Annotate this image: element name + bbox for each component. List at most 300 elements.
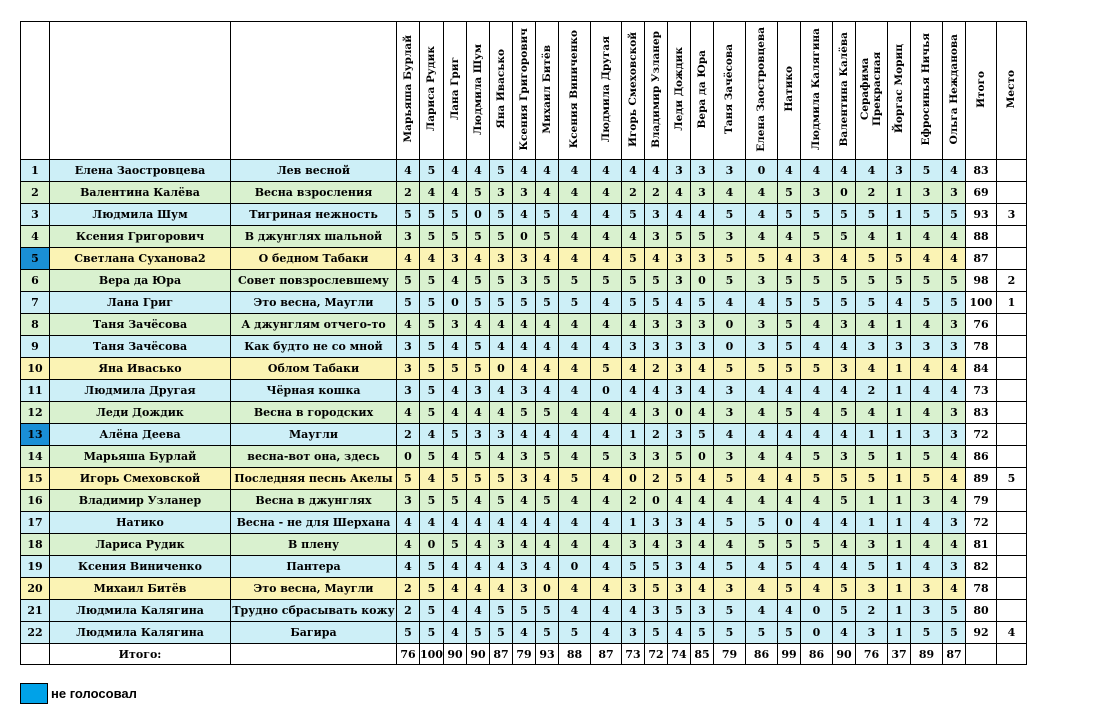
score-cell: 5 — [489, 270, 512, 292]
totals-blank — [21, 644, 50, 665]
row-total: 78 — [965, 578, 996, 600]
score-cell: 5 — [420, 292, 444, 314]
row-author: Светлана Суханова2 — [50, 248, 231, 270]
row-total: 86 — [965, 446, 996, 468]
score-cell: 1 — [887, 182, 910, 204]
score-cell: 3 — [855, 336, 887, 358]
score-cell: 3 — [512, 556, 535, 578]
score-cell: 4 — [443, 402, 466, 424]
row-total: 89 — [965, 468, 996, 490]
jury-name: Серафима Прекрасная — [859, 51, 884, 127]
score-cell: 5 — [832, 270, 855, 292]
score-cell: 3 — [690, 314, 713, 336]
score-cell: 5 — [558, 270, 590, 292]
header-jury-19 — [887, 22, 910, 160]
jury-name: Леди Дождик — [672, 47, 685, 131]
score-cell: 4 — [558, 578, 590, 600]
score-cell: 5 — [745, 248, 777, 270]
score-cell: 4 — [690, 380, 713, 402]
score-cell: 3 — [397, 226, 420, 248]
jury-total-cell: 87 — [489, 644, 512, 665]
score-cell: 0 — [777, 512, 800, 534]
score-cell: 4 — [512, 160, 535, 182]
score-cell: 4 — [777, 446, 800, 468]
row-place — [996, 512, 1026, 534]
score-cell: 4 — [910, 534, 942, 556]
score-cell: 3 — [667, 578, 690, 600]
score-cell: 5 — [590, 446, 621, 468]
score-cell: 4 — [397, 248, 420, 270]
row-number: 18 — [21, 534, 50, 556]
score-cell: 5 — [420, 556, 444, 578]
score-cell: 4 — [443, 512, 466, 534]
score-cell: 4 — [745, 600, 777, 622]
score-cell: 5 — [443, 424, 466, 446]
score-cell: 5 — [777, 534, 800, 556]
jury-total-cell: 100 — [420, 644, 444, 665]
row-total: 88 — [965, 226, 996, 248]
score-cell: 4 — [942, 534, 965, 556]
score-cell: 5 — [855, 248, 887, 270]
score-cell: 5 — [713, 270, 745, 292]
score-cell: 4 — [397, 402, 420, 424]
score-cell: 3 — [690, 160, 713, 182]
score-cell: 0 — [443, 292, 466, 314]
row-place — [996, 248, 1026, 270]
score-cell: 5 — [535, 270, 558, 292]
jury-total-cell: 79 — [512, 644, 535, 665]
legend — [20, 683, 137, 704]
jury-name: Валентина Калёва — [837, 31, 850, 147]
score-cell: 3 — [644, 512, 667, 534]
score-cell: 1 — [887, 446, 910, 468]
score-cell: 5 — [466, 358, 489, 380]
header-total — [965, 22, 996, 160]
score-cell: 5 — [910, 160, 942, 182]
jury-name: Людмила Шум — [471, 43, 484, 135]
jury-name: Ольга Нежданова — [947, 33, 960, 145]
jury-total-cell: 76 — [855, 644, 887, 665]
score-cell: 4 — [397, 314, 420, 336]
header-jury-1 — [420, 22, 444, 160]
score-cell: 4 — [855, 358, 887, 380]
row-number: 22 — [21, 622, 50, 644]
score-cell: 4 — [489, 578, 512, 600]
score-cell: 4 — [690, 468, 713, 490]
score-cell: 1 — [887, 490, 910, 512]
score-cell: 3 — [745, 336, 777, 358]
score-cell: 3 — [621, 446, 644, 468]
header-jury-13 — [713, 22, 745, 160]
row-total: 87 — [965, 248, 996, 270]
score-cell: 2 — [397, 600, 420, 622]
score-cell: 4 — [667, 182, 690, 204]
score-cell: 4 — [910, 226, 942, 248]
score-cell: 4 — [443, 160, 466, 182]
score-cell: 2 — [621, 490, 644, 512]
score-cell: 5 — [420, 490, 444, 512]
score-cell: 3 — [832, 314, 855, 336]
totals-blank — [231, 644, 397, 665]
score-cell: 4 — [558, 534, 590, 556]
jury-name: Ксения Григорович — [517, 27, 530, 151]
score-cell: 4 — [558, 182, 590, 204]
score-cell: 3 — [713, 578, 745, 600]
score-cell: 3 — [942, 336, 965, 358]
table-row — [21, 358, 1027, 380]
row-title: Как будто не со мной — [231, 336, 397, 358]
score-cell: 4 — [535, 380, 558, 402]
score-cell: 5 — [590, 270, 621, 292]
score-cell: 3 — [667, 380, 690, 402]
score-cell: 5 — [745, 534, 777, 556]
row-place — [996, 534, 1026, 556]
score-cell: 5 — [777, 556, 800, 578]
score-cell: 3 — [667, 270, 690, 292]
score-cell: 5 — [667, 226, 690, 248]
score-cell: 5 — [800, 468, 832, 490]
header-place-label: Место — [1005, 69, 1018, 109]
row-total: 73 — [965, 380, 996, 402]
score-cell: 3 — [466, 424, 489, 446]
score-cell: 5 — [713, 512, 745, 534]
score-cell: 5 — [443, 358, 466, 380]
score-cell: 4 — [800, 160, 832, 182]
jury-total-cell: 88 — [558, 644, 590, 665]
score-cell: 4 — [512, 490, 535, 512]
score-cell: 3 — [644, 226, 667, 248]
score-cell: 4 — [443, 380, 466, 402]
score-cell: 5 — [713, 556, 745, 578]
table-row — [21, 512, 1027, 534]
header-total-label: Итого — [974, 70, 987, 108]
score-cell: 3 — [443, 248, 466, 270]
score-cell: 3 — [397, 380, 420, 402]
row-author: Ксения Виниченко — [50, 556, 231, 578]
score-cell: 4 — [621, 600, 644, 622]
score-cell: 4 — [489, 446, 512, 468]
jury-name: Вера да Юра — [695, 49, 708, 129]
score-cell: 3 — [910, 600, 942, 622]
score-cell: 5 — [910, 204, 942, 226]
score-cell: 4 — [397, 534, 420, 556]
row-author: Игорь Смеховской — [50, 468, 231, 490]
score-cell: 5 — [910, 446, 942, 468]
score-cell: 1 — [887, 204, 910, 226]
score-cell: 4 — [558, 402, 590, 424]
row-total: 100 — [965, 292, 996, 314]
score-cell: 5 — [420, 622, 444, 644]
row-author: Людмила Шум — [50, 204, 231, 226]
score-cell: 5 — [558, 622, 590, 644]
score-cell: 3 — [910, 182, 942, 204]
row-title: Весна - не для Шерхана — [231, 512, 397, 534]
row-title: Это весна, Маугли — [231, 292, 397, 314]
row-title: Это весна, Маугли — [231, 578, 397, 600]
score-cell: 4 — [942, 380, 965, 402]
score-cell: 3 — [910, 490, 942, 512]
jury-total-cell: 89 — [910, 644, 942, 665]
score-cell: 3 — [832, 358, 855, 380]
score-cell: 5 — [800, 226, 832, 248]
score-cell: 5 — [535, 402, 558, 424]
score-cell: 5 — [713, 600, 745, 622]
score-cell: 4 — [443, 336, 466, 358]
score-cell: 3 — [644, 446, 667, 468]
score-cell: 4 — [590, 314, 621, 336]
score-cell: 2 — [397, 424, 420, 446]
row-place: 5 — [996, 468, 1026, 490]
score-cell: 5 — [855, 204, 887, 226]
score-cell: 4 — [832, 424, 855, 446]
score-cell: 4 — [777, 600, 800, 622]
score-cell: 4 — [777, 380, 800, 402]
row-title: Маугли — [231, 424, 397, 446]
row-author: Таня Зачёсова — [50, 314, 231, 336]
score-cell: 3 — [667, 248, 690, 270]
row-author: Валентина Калёва — [50, 182, 231, 204]
score-cell: 0 — [535, 578, 558, 600]
row-total: 92 — [965, 622, 996, 644]
score-cell: 4 — [855, 226, 887, 248]
score-cell: 4 — [489, 402, 512, 424]
row-author: Алёна Деева — [50, 424, 231, 446]
jury-total-cell: 79 — [713, 644, 745, 665]
score-cell: 4 — [800, 314, 832, 336]
jury-total-cell: 86 — [800, 644, 832, 665]
score-cell: 4 — [667, 490, 690, 512]
score-cell: 4 — [800, 556, 832, 578]
score-cell: 1 — [855, 424, 887, 446]
score-cell: 5 — [910, 468, 942, 490]
score-cell: 4 — [745, 490, 777, 512]
score-cell: 3 — [489, 182, 512, 204]
row-number: 2 — [21, 182, 50, 204]
score-cell: 4 — [590, 204, 621, 226]
row-number: 17 — [21, 512, 50, 534]
score-cell: 4 — [832, 336, 855, 358]
score-cell: 5 — [777, 182, 800, 204]
score-cell: 3 — [800, 248, 832, 270]
score-cell: 5 — [777, 336, 800, 358]
score-cell: 3 — [942, 402, 965, 424]
row-author: Яна Ивасько — [50, 358, 231, 380]
score-cell: 2 — [855, 380, 887, 402]
score-cell: 5 — [800, 446, 832, 468]
score-cell: 5 — [535, 600, 558, 622]
row-title: Багира — [231, 622, 397, 644]
score-cell: 3 — [713, 402, 745, 424]
score-cell: 5 — [887, 270, 910, 292]
score-cell: 3 — [745, 314, 777, 336]
score-cell: 4 — [443, 182, 466, 204]
jury-name: Людмила Другая — [599, 35, 612, 143]
score-cell: 3 — [489, 248, 512, 270]
score-cell: 4 — [942, 226, 965, 248]
score-cell: 4 — [420, 424, 444, 446]
score-cell: 4 — [535, 512, 558, 534]
score-cell: 4 — [512, 622, 535, 644]
jury-name: Яна Ивасько — [494, 49, 507, 129]
score-cell: 4 — [832, 512, 855, 534]
score-cell: 4 — [832, 160, 855, 182]
header-place — [996, 22, 1026, 160]
score-cell: 3 — [466, 380, 489, 402]
score-cell: 4 — [910, 556, 942, 578]
score-cell: 4 — [443, 578, 466, 600]
score-cell: 1 — [621, 424, 644, 446]
row-number: 14 — [21, 446, 50, 468]
score-cell: 5 — [910, 622, 942, 644]
row-title: В плену — [231, 534, 397, 556]
score-cell: 5 — [489, 622, 512, 644]
score-cell: 5 — [855, 556, 887, 578]
row-number: 4 — [21, 226, 50, 248]
jury-name: Лана Григ — [448, 57, 461, 121]
table-row — [21, 578, 1027, 600]
table-row — [21, 534, 1027, 556]
jury-total-cell: 85 — [690, 644, 713, 665]
score-cell: 4 — [667, 292, 690, 314]
table-row — [21, 270, 1027, 292]
score-cell: 5 — [621, 248, 644, 270]
score-cell: 5 — [777, 622, 800, 644]
score-cell: 2 — [855, 182, 887, 204]
score-cell: 5 — [832, 226, 855, 248]
score-cell: 5 — [690, 622, 713, 644]
score-cell: 4 — [777, 490, 800, 512]
score-cell: 5 — [910, 292, 942, 314]
legend-swatch — [20, 683, 48, 704]
score-cell: 1 — [887, 600, 910, 622]
score-cell: 4 — [489, 556, 512, 578]
score-cell: 4 — [777, 248, 800, 270]
score-cell: 4 — [590, 512, 621, 534]
score-cell: 4 — [558, 314, 590, 336]
table-row — [21, 248, 1027, 270]
score-cell: 4 — [535, 556, 558, 578]
score-cell: 4 — [832, 534, 855, 556]
score-cell: 5 — [443, 226, 466, 248]
score-cell: 5 — [942, 292, 965, 314]
score-cell: 4 — [942, 490, 965, 512]
score-cell: 1 — [887, 622, 910, 644]
score-cell: 3 — [832, 446, 855, 468]
row-total: 72 — [965, 424, 996, 446]
score-cell: 5 — [466, 468, 489, 490]
score-cell: 5 — [420, 270, 444, 292]
score-cell: 5 — [832, 292, 855, 314]
score-cell: 4 — [644, 248, 667, 270]
header-jury-12 — [690, 22, 713, 160]
score-cell: 1 — [887, 424, 910, 446]
score-cell: 4 — [590, 182, 621, 204]
score-cell: 4 — [489, 314, 512, 336]
score-cell: 4 — [558, 512, 590, 534]
score-cell: 4 — [590, 622, 621, 644]
row-title: Весна взросления — [231, 182, 397, 204]
score-cell: 3 — [713, 226, 745, 248]
score-cell: 4 — [690, 358, 713, 380]
row-number: 13 — [21, 424, 50, 446]
score-cell: 4 — [690, 556, 713, 578]
score-cell: 4 — [910, 314, 942, 336]
score-cell: 4 — [558, 204, 590, 226]
score-cell: 3 — [667, 512, 690, 534]
header-jury-16 — [800, 22, 832, 160]
score-cell: 4 — [558, 490, 590, 512]
row-place — [996, 556, 1026, 578]
score-cell: 1 — [887, 226, 910, 248]
score-cell: 4 — [942, 248, 965, 270]
row-author: Ксения Григорович — [50, 226, 231, 248]
score-cell: 4 — [590, 292, 621, 314]
score-cell: 5 — [489, 160, 512, 182]
score-cell: 5 — [466, 182, 489, 204]
score-cell: 2 — [644, 182, 667, 204]
score-cell: 4 — [466, 600, 489, 622]
score-cell: 0 — [667, 402, 690, 424]
score-cell: 5 — [420, 380, 444, 402]
score-cell: 4 — [397, 512, 420, 534]
header-author — [50, 22, 231, 160]
score-cell: 4 — [420, 512, 444, 534]
score-cell: 4 — [621, 160, 644, 182]
score-cell: 5 — [644, 622, 667, 644]
table-row — [21, 600, 1027, 622]
row-author: Михаил Битёв — [50, 578, 231, 600]
score-cell: 4 — [512, 314, 535, 336]
score-cell: 5 — [512, 292, 535, 314]
score-cell: 3 — [667, 160, 690, 182]
score-cell: 4 — [558, 160, 590, 182]
score-cell: 4 — [512, 358, 535, 380]
score-cell: 5 — [535, 446, 558, 468]
row-title: Пантера — [231, 556, 397, 578]
score-cell: 4 — [745, 204, 777, 226]
score-cell: 0 — [590, 380, 621, 402]
score-cell: 3 — [512, 446, 535, 468]
score-cell: 2 — [855, 600, 887, 622]
score-cell: 5 — [397, 468, 420, 490]
row-place — [996, 402, 1026, 424]
row-author: Людмила Другая — [50, 380, 231, 402]
score-cell: 4 — [667, 622, 690, 644]
score-cell: 3 — [621, 578, 644, 600]
score-cell: 2 — [644, 358, 667, 380]
score-cell: 0 — [690, 446, 713, 468]
jury-name: Михаил Битёв — [540, 44, 553, 134]
score-cell: 0 — [713, 336, 745, 358]
totals-blank — [965, 644, 996, 665]
score-cell: 5 — [420, 600, 444, 622]
score-cell: 5 — [621, 204, 644, 226]
header-row — [21, 22, 1027, 160]
header-title — [231, 22, 397, 160]
score-cell: 5 — [420, 578, 444, 600]
row-author: Марьяша Бурлай — [50, 446, 231, 468]
score-cell: 5 — [644, 556, 667, 578]
score-cell: 4 — [535, 248, 558, 270]
score-cell: 5 — [745, 512, 777, 534]
score-cell: 4 — [489, 336, 512, 358]
score-cell: 5 — [713, 622, 745, 644]
score-cell: 4 — [745, 556, 777, 578]
score-cell: 4 — [512, 336, 535, 358]
jury-name: Елена Заостровцева — [755, 26, 768, 152]
row-place: 4 — [996, 622, 1026, 644]
score-cell: 3 — [512, 182, 535, 204]
